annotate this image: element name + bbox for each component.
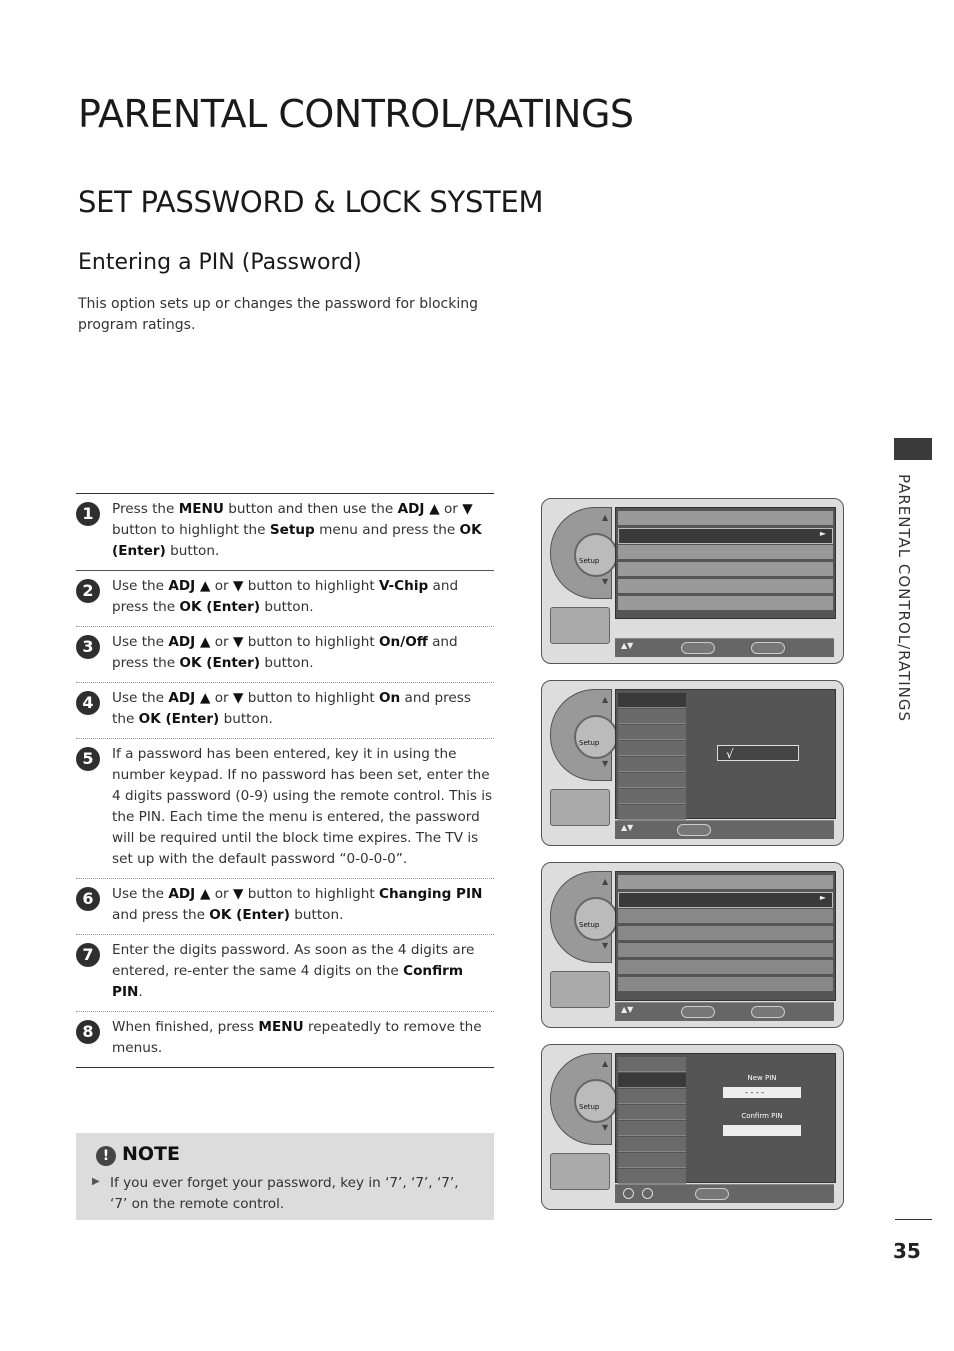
subsection-title: Entering a PIN (Password) — [78, 250, 362, 275]
step-text: Press the MENU button and then use the ADJ ▲ or ▼ button to highlight the Setup menu and press the OK (Enter) button. — [112, 501, 482, 559]
checkmark-icon: √ — [726, 747, 734, 761]
onoff-option-selected — [717, 745, 799, 761]
section-title: SET PASSWORD & LOCK SYSTEM — [78, 185, 544, 219]
menu-dial — [550, 1053, 612, 1151]
dial-label: Setup — [579, 1103, 600, 1111]
menu-panel — [615, 1053, 836, 1183]
footer-circle-icon — [623, 1188, 634, 1199]
footer-button — [681, 1006, 715, 1018]
step-text: When finished, press MENU repeatedly to remove the menus. — [112, 1019, 482, 1056]
screen-footer — [615, 820, 834, 839]
preview-box — [550, 971, 610, 1008]
step-text: Use the ADJ ▲ or ▼ button to highlight On and press the OK (Enter) button. — [112, 690, 471, 727]
note-heading: NOTE — [122, 1143, 180, 1165]
side-tab-marker — [894, 438, 932, 460]
dial-up-arrow-icon: ▲ — [602, 513, 609, 522]
preview-box — [550, 789, 610, 826]
footer-button — [677, 824, 711, 836]
page-title: PARENTAL CONTROL/RATINGS — [78, 92, 634, 136]
step-number-badge: 2 — [76, 579, 100, 603]
step-3 — [76, 627, 494, 683]
footer-button — [751, 1006, 785, 1018]
step-7 — [76, 935, 494, 1012]
screen-vchip-onoff — [541, 680, 844, 846]
menu-row — [618, 511, 833, 525]
step-number-badge: 7 — [76, 943, 100, 967]
menu-panel — [615, 871, 836, 1001]
note-text: If you ever forget your password, key in ‘7’, ‘7’, ‘7’, ‘7’ on the remote control. — [110, 1175, 459, 1212]
step-number-badge: 5 — [76, 747, 100, 771]
dial-up-arrow-icon: ▲ — [602, 1059, 609, 1068]
note-box — [76, 1133, 494, 1220]
step-text: Use the ADJ ▲ or ▼ button to highlight Changing PIN and press the OK (Enter) button. — [112, 886, 483, 923]
dial-down-arrow-icon: ▼ — [602, 759, 609, 768]
screen-setup-menu — [541, 498, 844, 664]
menu-row-selected — [618, 528, 833, 544]
dial-down-arrow-icon: ▼ — [602, 941, 609, 950]
footer-button — [681, 642, 715, 654]
dial-label: Setup — [579, 557, 600, 565]
screen-footer — [615, 1002, 834, 1021]
dial-down-arrow-icon: ▼ — [602, 1123, 609, 1132]
preview-box — [550, 1153, 610, 1190]
step-number-badge: 8 — [76, 1020, 100, 1044]
step-6 — [76, 879, 494, 935]
screen-footer — [615, 1184, 834, 1203]
nav-arrows-icon: ▲▼ — [621, 1005, 634, 1014]
menu-panel — [615, 689, 836, 819]
step-text: If a password has been entered, key it in using the number keypad. If no password has been set, enter the 4 digits password (0-9) using the remote control. This is the PIN. Each time the menu is entered, the password will be required until the block time expires. The TV is set up with the default password “0-0-0-0”. — [112, 746, 493, 867]
step-4 — [76, 683, 494, 739]
intro-text: This option sets up or changes the password for blocking program ratings. — [78, 296, 479, 333]
confirm-pin-label: Confirm PIN — [741, 1112, 783, 1120]
step-number-badge: 4 — [76, 691, 100, 715]
new-pin-field[interactable]: - - - - — [723, 1087, 801, 1098]
footer-circle-icon — [642, 1188, 653, 1199]
menu-dial — [550, 507, 612, 605]
page-number-rule — [895, 1219, 932, 1220]
step-number-badge: 3 — [76, 635, 100, 659]
submenu-arrow-icon: ► — [819, 893, 826, 902]
step-text: Use the ADJ ▲ or ▼ button to highlight V-Chip and press the OK (Enter) button. — [112, 578, 459, 615]
menu-dial — [550, 689, 612, 787]
new-pin-label: New PIN — [747, 1074, 777, 1082]
footer-button — [695, 1188, 729, 1200]
menu-row-selected — [618, 892, 833, 908]
dial-up-arrow-icon: ▲ — [602, 877, 609, 886]
menu-row — [618, 596, 833, 610]
step-number-badge: 6 — [76, 887, 100, 911]
dial-up-arrow-icon: ▲ — [602, 695, 609, 704]
dial-down-arrow-icon: ▼ — [602, 577, 609, 586]
menu-row — [618, 562, 833, 576]
step-text: Use the ADJ ▲ or ▼ button to highlight On/Off and press the OK (Enter) button. — [112, 634, 458, 671]
side-label: PARENTAL CONTROL/RATINGS — [895, 474, 913, 723]
step-number-badge: 1 — [76, 502, 100, 526]
screen-new-pin — [541, 1044, 844, 1210]
step-8 — [76, 1012, 494, 1067]
dial-label: Setup — [579, 921, 600, 929]
confirm-pin-field[interactable] — [723, 1125, 801, 1136]
step-2 — [76, 571, 494, 627]
exclamation-icon: ! — [96, 1146, 116, 1166]
nav-arrows-icon: ▲▼ — [621, 823, 634, 832]
menu-panel — [615, 507, 836, 619]
dial-label: Setup — [579, 739, 600, 747]
preview-box — [550, 607, 610, 644]
footer-button — [751, 642, 785, 654]
step-text: Enter the digits password. As soon as the 4 digits are entered, re-enter the same 4 digits on the Confirm PIN. — [112, 942, 475, 1000]
steps-list — [76, 493, 494, 1068]
menu-row — [618, 545, 833, 559]
submenu-arrow-icon: ► — [819, 529, 826, 538]
screen-footer — [615, 638, 834, 657]
bullet-arrow-icon: ▶ — [92, 1176, 100, 1187]
screen-changing-pin — [541, 862, 844, 1028]
nav-arrows-icon: ▲▼ — [621, 641, 634, 650]
menu-dial — [550, 871, 612, 969]
page-number: 35 — [893, 1239, 921, 1263]
menu-row — [618, 579, 833, 593]
step-1 — [76, 494, 494, 571]
step-5 — [76, 739, 494, 879]
